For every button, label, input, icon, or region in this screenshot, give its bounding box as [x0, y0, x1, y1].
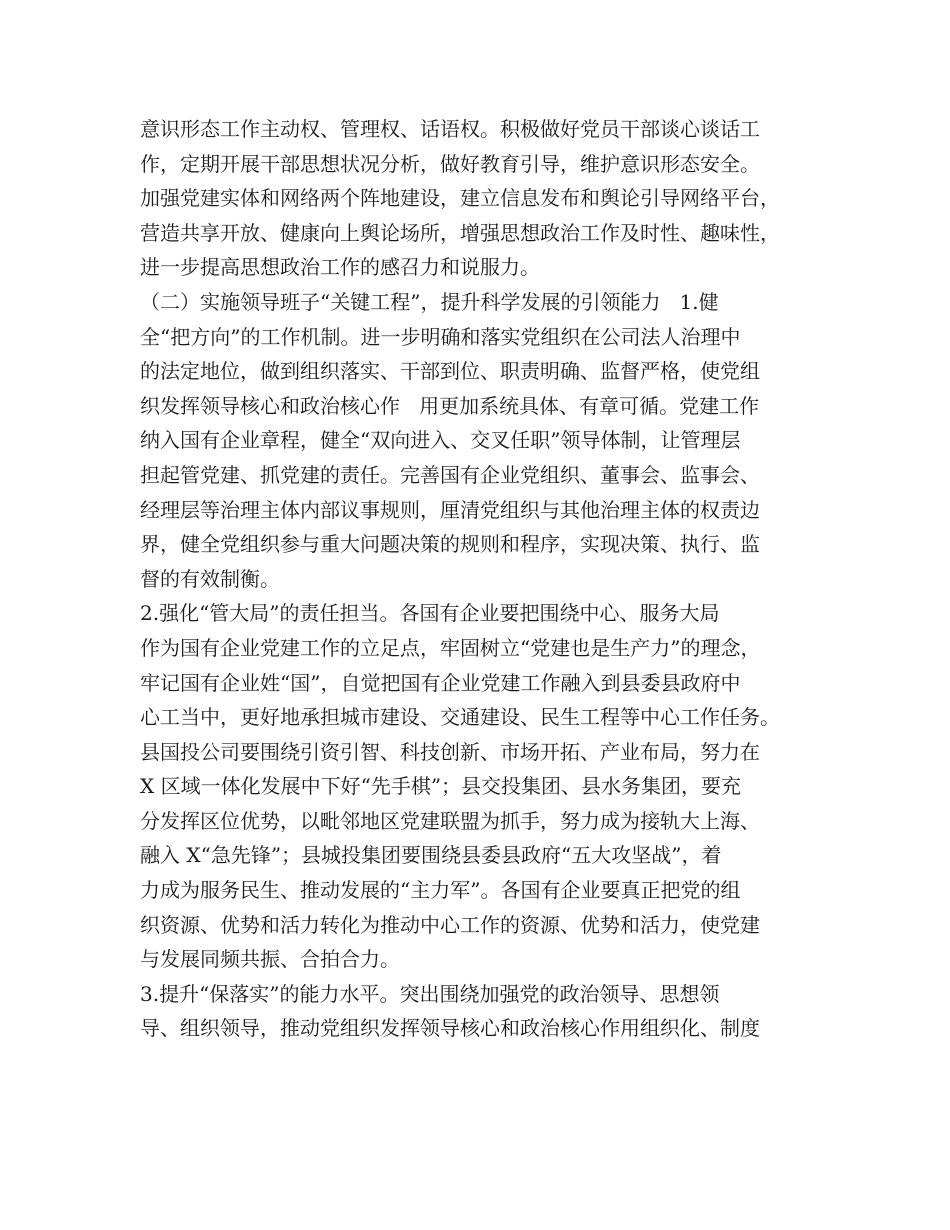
item-3-line: 3.提升“保落实”的能力水平。突出围绕加强党的政治领导、思想领: [140, 981, 720, 1006]
text-line: 经理层等治理主体内部议事规则，厘清党组织与其他治理主体的权责边: [140, 497, 760, 522]
text-line: 融入 X“急先锋”；县城投集团要围绕县委县政府“五大攻坚战”，着: [140, 843, 722, 868]
text-line: 牢记国有企业姓“国”，自觉把国有企业党建工作融入到县委县政府中: [140, 670, 741, 695]
text-line: 担起管党建、抓党建的责任。完善国有企业党组织、董事会、监事会、: [140, 462, 760, 487]
text-line: 心工当中，更好地承担城市建设、交通建设、民生工程等中心工作任务。: [140, 705, 780, 730]
text-line: 与发展同频共振、合拍合力。: [140, 947, 400, 972]
text-line: 督的有效制衡。: [140, 566, 280, 591]
text-line: X 区域一体化发展中下好“先手棋”；县交投集团、县水务集团，要充: [140, 774, 742, 799]
text-line: 意识形态工作主动权、管理权、话语权。积极做好党员干部谈心谈话工: [140, 117, 760, 141]
text-line: 进一步提高思想政治工作的感召力和说服力。: [140, 255, 540, 280]
text-line: 县国投公司要围绕引资引智、科技创新、市场开拓、产业布局，努力在: [140, 739, 760, 764]
body-text: [140, 112, 830, 1046]
text-line: 作，定期开展干部思想状况分析，做好教育引导，维护意识形态安全。: [140, 151, 760, 176]
text-line: 分发挥区位优势，以毗邻地区党建联盟为抓手，努力成为接轨大上海、: [140, 808, 760, 833]
text-line: 作为国有企业党建工作的立足点，牢固树立“党建也是生产力”的理念，: [140, 635, 761, 660]
text-line: 营造共享开放、健康向上舆论场所，增强思想政治工作及时性、趣味性，: [140, 220, 780, 245]
text-line: 力成为服务民生、推动发展的“主力军”。各国有企业要真正把党的组: [140, 878, 741, 903]
text-line: 的法定地位，做到组织落实、干部到位、职责明确、监督严格，使党组: [140, 359, 760, 384]
section-heading-line: （二）实施领导班子“关键工程”，提升科学发展的引领能力 1.健: [140, 289, 719, 314]
text-line: 界，健全党组织参与重大问题决策的规则和程序，实现决策、执行、监: [140, 532, 760, 557]
text-line: 导、组织领导，推动党组织发挥领导核心和政治核心作用组织化、制度: [140, 1016, 760, 1041]
text-line: 加强党建实体和网络两个阵地建设，建立信息发布和舆论引导网络平台，: [140, 186, 780, 211]
text-line: 织发挥领导核心和政治核心作 用更加系统具体、有章可循。党建工作: [140, 393, 760, 418]
text-line: 织资源、优势和活力转化为推动中心工作的资源、优势和活力，使党建: [140, 912, 760, 937]
text-line: 全“把方向”的工作机制。进一步明确和落实党组织在公司法人治理中: [140, 324, 741, 349]
item-2-line: 2.强化“管大局”的责任担当。各国有企业要把围绕中心、服务大局: [140, 601, 720, 626]
text-line: 纳入国有企业章程，健全“双向进入、交叉任职”领导体制，让管理层: [140, 428, 741, 453]
